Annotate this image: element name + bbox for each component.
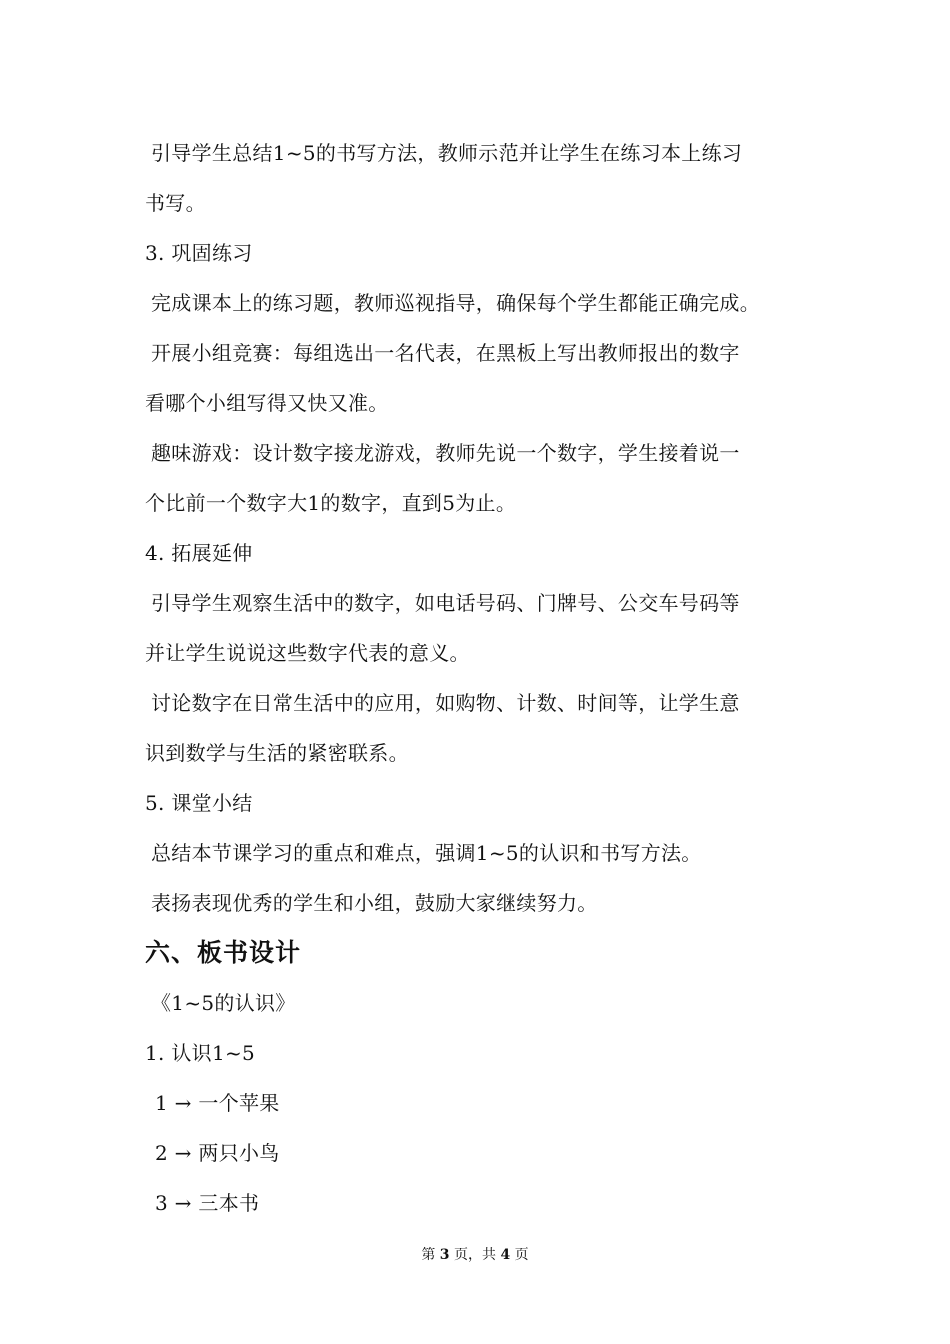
- footer-suffix: 页: [514, 1247, 529, 1263]
- board-title: 《1~5的认识》: [151, 991, 296, 1015]
- footer-current-page: 3: [439, 1247, 450, 1263]
- section-heading-summary: 5. 课堂小结: [145, 791, 253, 815]
- footer-total-pages: 4: [500, 1247, 511, 1263]
- footer-prefix: 第: [421, 1247, 436, 1263]
- paragraph-discuss-line1: 讨论数字在日常生活中的应用，如购物、计数、时间等，让学生意: [151, 691, 740, 715]
- paragraph-observe-line2: 并让学生说说这些数字代表的意义。: [145, 641, 470, 665]
- page-footer: [0, 1244, 950, 1264]
- section-heading-board-design: 六、板书设计: [145, 938, 302, 967]
- paragraph-group-contest-line1: 开展小组竞赛：每组选出一名代表，在黑板上写出教师报出的数字: [151, 341, 740, 365]
- paragraph-writing-method-line2: 书写。: [145, 191, 206, 215]
- board-item-3: 3 → 三本书: [155, 1191, 260, 1215]
- paragraph-game-line2: 个比前一个数字大1的数字，直到5为止。: [145, 491, 517, 515]
- board-item-2: 2 → 两只小鸟: [155, 1141, 280, 1165]
- paragraph-exercises: 完成课本上的练习题，教师巡视指导，确保每个学生都能正确完成。: [151, 291, 760, 315]
- page-content: [145, 128, 825, 1228]
- paragraph-summary: 总结本节课学习的重点和难点，强调1~5的认识和书写方法。: [151, 841, 702, 865]
- paragraph-group-contest-line2: 看哪个小组写得又快又准。: [145, 391, 389, 415]
- board-item-1: 1 → 一个苹果: [155, 1091, 280, 1115]
- section-heading-extension: 4. 拓展延伸: [145, 541, 253, 565]
- paragraph-praise: 表扬表现优秀的学生和小组，鼓励大家继续努力。: [151, 891, 598, 915]
- paragraph-discuss-line2: 识到数学与生活的紧密联系。: [145, 741, 409, 765]
- paragraph-game-line1: 趣味游戏：设计数字接龙游戏，教师先说一个数字，学生接着说一: [151, 441, 740, 465]
- section-heading-consolidation: 3. 巩固练习: [145, 241, 253, 265]
- paragraph-writing-method-line1: 引导学生总结1~5的书写方法，教师示范并让学生在练习本上练习: [151, 141, 743, 165]
- footer-middle: 页，共: [454, 1247, 496, 1263]
- paragraph-observe-line1: 引导学生观察生活中的数字，如电话号码、门牌号、公交车号码等: [151, 591, 740, 615]
- board-subheading: 1. 认识1~5: [145, 1041, 256, 1065]
